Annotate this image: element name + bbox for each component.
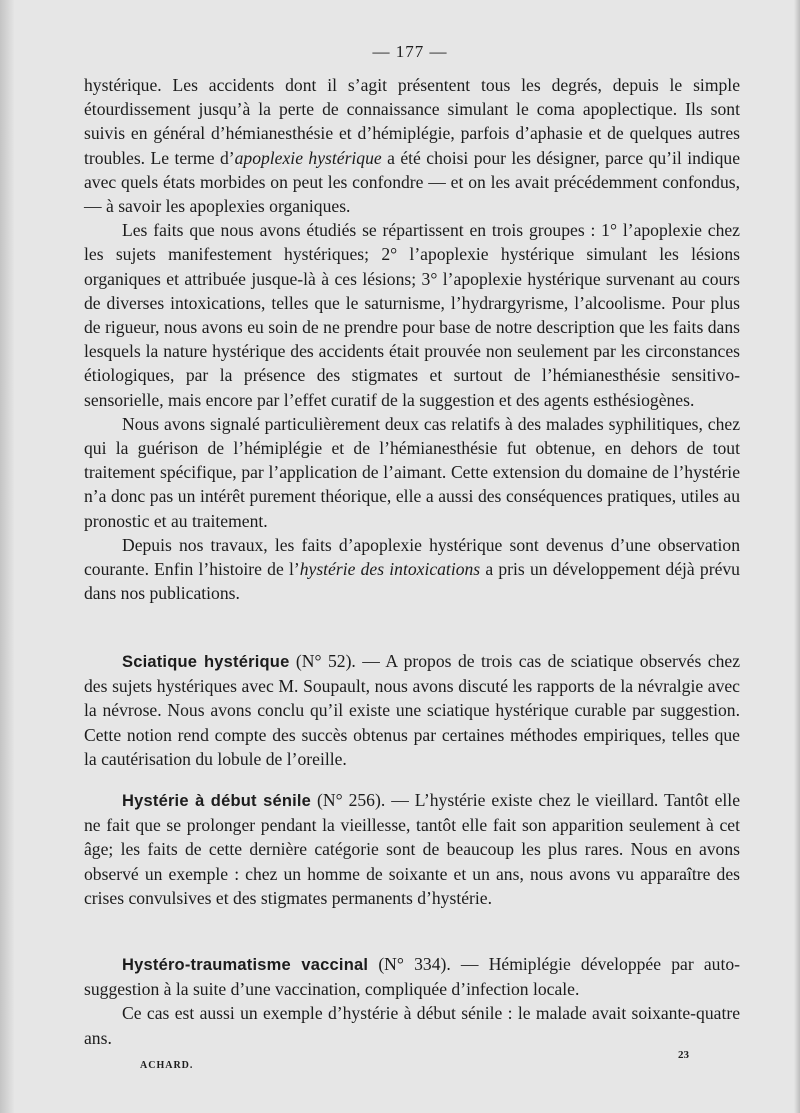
italic-term: hystérie des intoxications — [299, 559, 481, 580]
paragraph: Nous avons signalé particulièrement deux cas relatifs à des malades syphilitiques, chez qui la guérison de l’hémiplégie et de l’hémianesthésie fut obtenue, en dehors de tout traitement spécifique, par l’application de l’aimant. Cette extension du domaine de l’hystérie n’a donc pas un intérêt purement théorique, elle a aussi des conséquences pratiques, utiles au pronostic et au traitement. — [84, 413, 740, 531]
section-reference: (N° 256). — — [311, 790, 415, 810]
paragraph — [84, 952, 740, 1001]
paragraph: Ce cas est aussi un exemple d’hystérie à début sénile : le malade avait soixante-quatre ans. — [84, 1003, 740, 1048]
paragraph-text: a pris un développement déjà prévu dans nos publications. — [84, 559, 740, 604]
section-heading: Sciatique hystérique — [122, 653, 290, 671]
hysterie-debut-senile-section — [84, 788, 740, 910]
paragraph-text: hystérique. Les accidents dont il s’agit présentent tous les degrés, depuis le simple étourdissement jusqu’à la perte de connaissance simulant le coma apoplectique. Ils sont suivis en général d’hémianesthésie et d’hémiplégie, parfois d’aphasie et de quelques autres troubles. Le terme d’ — [84, 75, 740, 168]
section-heading: Hystéro-traumatisme vaccinal — [122, 956, 369, 974]
page-number: — 177 — — [372, 42, 448, 61]
paragraph — [84, 533, 740, 606]
page-left-edge-shadow — [0, 0, 14, 1113]
printer-signature-author: ACHARD. — [140, 1060, 194, 1071]
paragraph — [84, 649, 740, 771]
paragraph-text: a été choisi pour les désigner, parce qu’il indique avec quels états morbides on peut les confondre — et on les avait précédemment confondus, — à savoir les apoplexies organiques. — [84, 147, 741, 217]
sciatique-hysterique-section — [84, 649, 740, 771]
paragraph-text: Hémiplégie développée par auto-suggestion à la suite d’une vaccination, compliquée d’infection locale. — [84, 954, 741, 1000]
section-reference: (N° 52). — — [289, 651, 386, 671]
paragraph — [84, 73, 740, 218]
paragraph-text: Depuis nos travaux, les faits d’apoplexie hystérique sont devenus d’une observation courante. Enfin l’histoire de l’ — [84, 534, 740, 580]
italic-term: apoplexie hystérique — [234, 147, 382, 168]
paragraph — [84, 788, 740, 910]
apoplexie-hysterique-section — [84, 73, 740, 605]
paragraph-text: A propos de trois cas de sciatique observés chez des sujets hystériques avec M. Soupault, nous avons discuté les rapports de la névralgie avec la névrose. Nous avons conclu qu’il existe une sciatique hystérique curable par suggestion. Cette notion rend compte des succès obtenus par certaines méthodes empiriques, telles que la cautérisation du lobule de l’oreille. — [84, 651, 740, 769]
page-right-edge-shadow — [794, 0, 800, 1113]
section-reference: (N° 334). — — [368, 954, 489, 974]
printer-signature-number: 23 — [678, 1049, 689, 1061]
paragraph: Les faits que nous avons étudiés se répartissent en trois groupes : 1° l’apoplexie chez les sujets manifestement hystériques; 2° l’apoplexie hystérique simulant les lésions organiques et attribuée jusque-là à ces lésions; 3° l’apoplexie hystérique survenant au cours de diverses intoxications, telles que le saturnisme, l’hydrargyrisme, l’alcoolisme. Pour plus de rigueur, nous avons eu soin de ne prendre pour base de notre description que les faits dans lesquels la nature hystérique des accidents était prouvée non seulement par les circonstances étiologiques, par la présence des stigmates et surtout de l’hémianesthésie sensitivo-sensorielle, mais encore par l’effet curatif de la suggestion et des agents esthésiogènes. — [84, 220, 740, 410]
paragraph-text: L’hystérie existe chez le vieillard. Tantôt elle ne fait que se prolonger pendant la vieillesse, tantôt elle fait son apparition seulement à cet âge; les faits de cette dernière catégorie sont de beaucoup les plus rares. Nous en avons observé un exemple : chez un homme de soixante et un ans, nous avons vu apparaître des crises convulsives et des stigmates permanents d’hystérie. — [84, 790, 741, 908]
section-heading: Hystérie à début sénile — [122, 792, 312, 810]
hystero-traumatisme-section — [84, 952, 740, 1050]
